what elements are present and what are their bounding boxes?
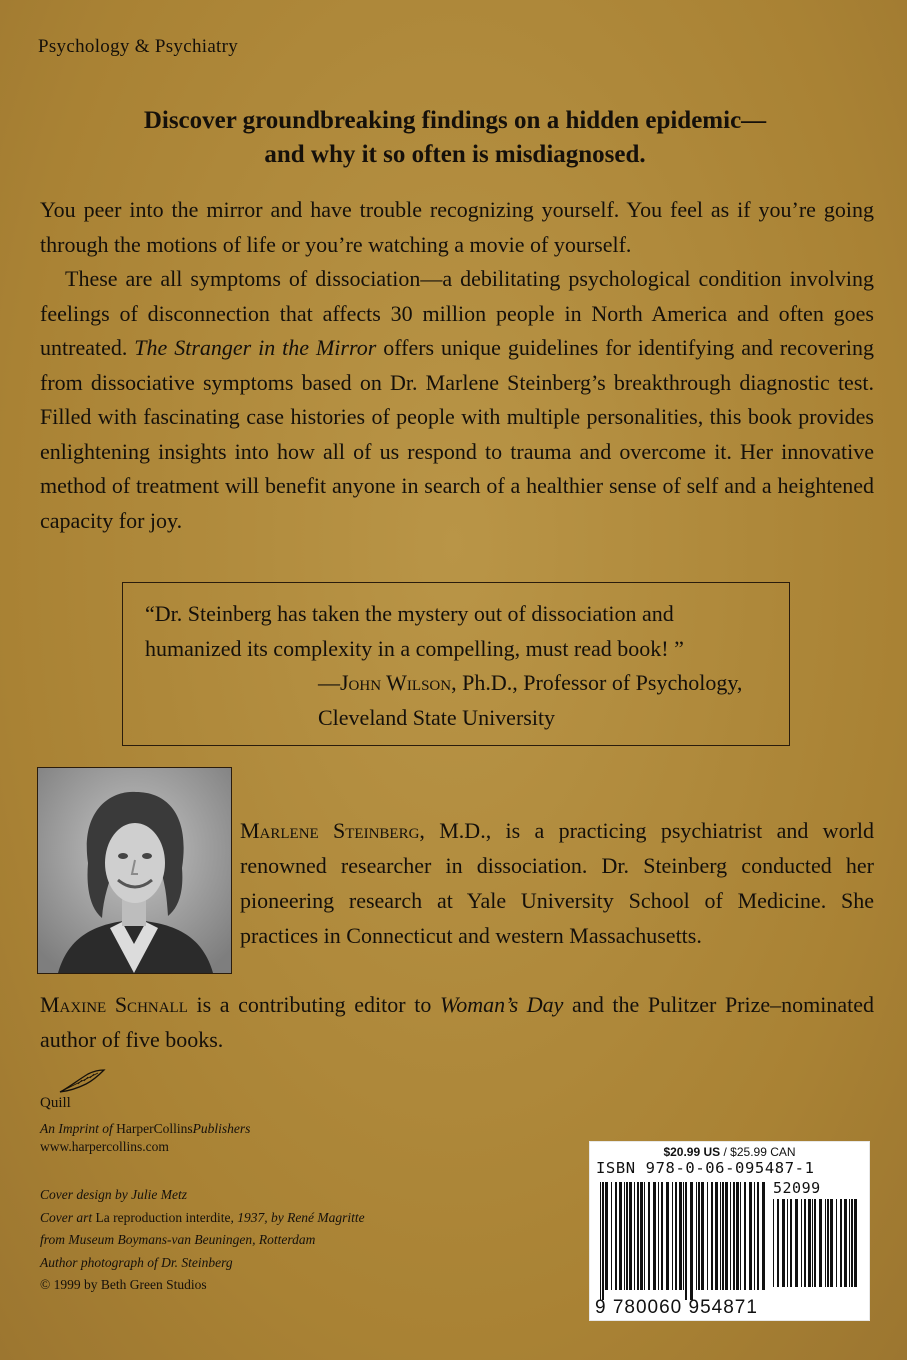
barcode-bar — [658, 1182, 659, 1290]
cover-art-credit: Cover art La reproduction interdite, 1937, by René Magritte — [40, 1209, 365, 1225]
author-photo — [37, 767, 232, 974]
barcode-bar — [836, 1199, 837, 1287]
barcode-bar — [605, 1182, 608, 1290]
price-line: $20.99 US / $25.99 CAN — [663, 1145, 796, 1159]
isbn-number: ISBN 978-0-06-095487-1 — [596, 1159, 815, 1177]
cover-credits — [40, 1184, 365, 1297]
barcode-bar — [787, 1199, 788, 1287]
blurb-attribution: —John Wilson, Ph.D., Professor of Psychology, Cleveland State University — [318, 670, 743, 730]
barcode-bar — [637, 1182, 639, 1290]
ean-barcode — [600, 1182, 766, 1300]
price-can: $25.99 CAN — [730, 1145, 796, 1159]
description-paragraph-2: These are all symptoms of dissociation—a debilitating psychological condition involving feelings of disconnection that affects 30 million people in North America and often goes untreated. The Stranger in the Mirror offers unique guidelines for identifying and recovering from dissociative symptoms based on Dr. Marlene Steinberg’s breakthrough diagnostic test. Filled with fascinating case histories of people with multiple personalities, this book provides enlightening insights into how all of us respond to trauma and overcome it. Her innovative method of treatment will benefit anyone in search of a healthier sense of self and a heightened capacity for joy. — [40, 266, 874, 533]
barcode-bar — [666, 1182, 669, 1290]
photo-credit: Author photograph of Dr. Steinberg — [40, 1254, 233, 1270]
barcode-bar — [720, 1182, 721, 1290]
barcode-bar — [825, 1199, 826, 1287]
category-label: Psychology & Psychiatry — [38, 36, 239, 57]
barcode-bar — [696, 1182, 697, 1290]
blurb-quote: “Dr. Steinberg has taken the mystery out of dissociation and humanized its complexity in a compelling, must read book! ” — [145, 601, 684, 661]
addon-barcode — [773, 1199, 861, 1297]
barcode-bar — [624, 1182, 625, 1290]
barcode-bar — [814, 1199, 816, 1287]
barcode-bar — [777, 1199, 779, 1287]
barcode-bar — [804, 1199, 806, 1287]
author-portrait-image — [38, 768, 231, 973]
barcode-bar — [740, 1182, 741, 1290]
barcode-bar — [661, 1182, 663, 1290]
barcode-bar — [634, 1182, 635, 1290]
quill-icon — [58, 1068, 106, 1094]
barcode-bar — [672, 1182, 673, 1290]
author-bio: Marlene Steinberg, M.D., is a practicing psychiatrist and world renowned researcher in dissociation. Dr. Steinberg conducted her pioneering research at Yale University School of Medicine. She practices in Connecticut and western Massachusetts. — [240, 818, 875, 948]
barcode-bar — [675, 1182, 677, 1290]
barcode-bar — [757, 1182, 759, 1290]
barcode-bar — [854, 1199, 857, 1287]
barcode-bar — [730, 1182, 731, 1290]
book-title: The Stranger in the Mirror — [134, 335, 377, 360]
museum-credit: from Museum Boymans-van Beuningen, Rotterdam — [40, 1232, 316, 1247]
barcode-bar — [683, 1182, 684, 1290]
cover-design-credit: Cover design by Julie Metz — [40, 1187, 187, 1202]
barcode-bar — [819, 1199, 822, 1287]
barcode-bar — [773, 1199, 774, 1287]
barcode-bar — [685, 1182, 687, 1300]
barcode-bar — [840, 1199, 842, 1287]
barcode-bar — [707, 1182, 708, 1290]
description-paragraph-1: You peer into the mirror and have trouble recognizing yourself. You feel as if you’re going through the motions of life or you’re watching a movie of yourself. — [40, 197, 874, 257]
barcode-bar — [629, 1182, 632, 1290]
barcode-bar — [827, 1199, 829, 1287]
barcode-bar — [736, 1182, 739, 1290]
barcode-bar — [749, 1182, 752, 1290]
blurb-author-name: John Wilson — [340, 670, 452, 695]
addon-code: 52099 — [773, 1179, 821, 1197]
barcode-bar — [849, 1199, 850, 1287]
barcode-bar — [790, 1199, 792, 1287]
barcode-bar — [762, 1182, 765, 1290]
barcode-bar — [782, 1199, 785, 1287]
author-name: Marlene Steinberg, M.D., — [240, 818, 492, 843]
publisher-website: www.harpercollins.com — [40, 1139, 169, 1154]
barcode-bar — [679, 1182, 682, 1290]
barcode-bar — [844, 1199, 847, 1287]
barcode-bar — [808, 1199, 811, 1287]
barcode-bar — [715, 1182, 718, 1290]
barcode-bar — [653, 1182, 656, 1290]
barcode-bar — [830, 1199, 833, 1287]
headline: Discover groundbreaking findings on a hidden epidemic—and why it so often is misdiagnosed. — [143, 107, 767, 168]
barcode-bar — [722, 1182, 724, 1290]
barcode-bar — [690, 1182, 693, 1300]
copyright-credit: © 1999 by Beth Green Studios — [40, 1277, 207, 1292]
publisher-name: Quill — [40, 1095, 71, 1111]
barcode-bar — [701, 1182, 704, 1290]
barcode-bar — [711, 1182, 713, 1290]
barcode-bar — [615, 1182, 617, 1290]
barcode-bar — [725, 1182, 728, 1290]
price-us: $20.99 US — [663, 1145, 721, 1159]
barcode-bar — [698, 1182, 700, 1290]
magazine-title: Woman’s Day — [439, 992, 564, 1017]
barcode-bar — [812, 1199, 813, 1287]
barcode-bar — [640, 1182, 643, 1290]
barcode-bar — [733, 1182, 735, 1290]
barcode-bar — [600, 1182, 601, 1300]
coauthor-bio: Maxine Schnall is a contributing editor to Woman’s Day and the Pulitzer Prize–nominated author of five books. — [40, 992, 875, 1052]
barcode-bar — [611, 1182, 612, 1290]
barcode-bar — [795, 1199, 798, 1287]
barcode-bar — [626, 1182, 628, 1290]
barcode-digits: 9 780060 954871 — [595, 1297, 758, 1318]
barcode-bar — [602, 1182, 604, 1300]
coauthor-name: Maxine Schnall — [40, 992, 188, 1017]
barcode-bar — [851, 1199, 853, 1287]
barcode-bar — [754, 1182, 755, 1290]
barcode-bar — [801, 1199, 802, 1287]
blurb-author-affiliation: Cleveland State University — [318, 704, 556, 730]
barcode-bar — [648, 1182, 650, 1290]
barcode-label — [589, 1141, 870, 1321]
barcode-bar — [744, 1182, 746, 1290]
barcode-bar — [619, 1182, 622, 1290]
publisher-imprint: An Imprint of HarperCollinsPublishers www.harpercollins.com — [40, 1121, 251, 1154]
barcode-bar — [644, 1182, 645, 1290]
